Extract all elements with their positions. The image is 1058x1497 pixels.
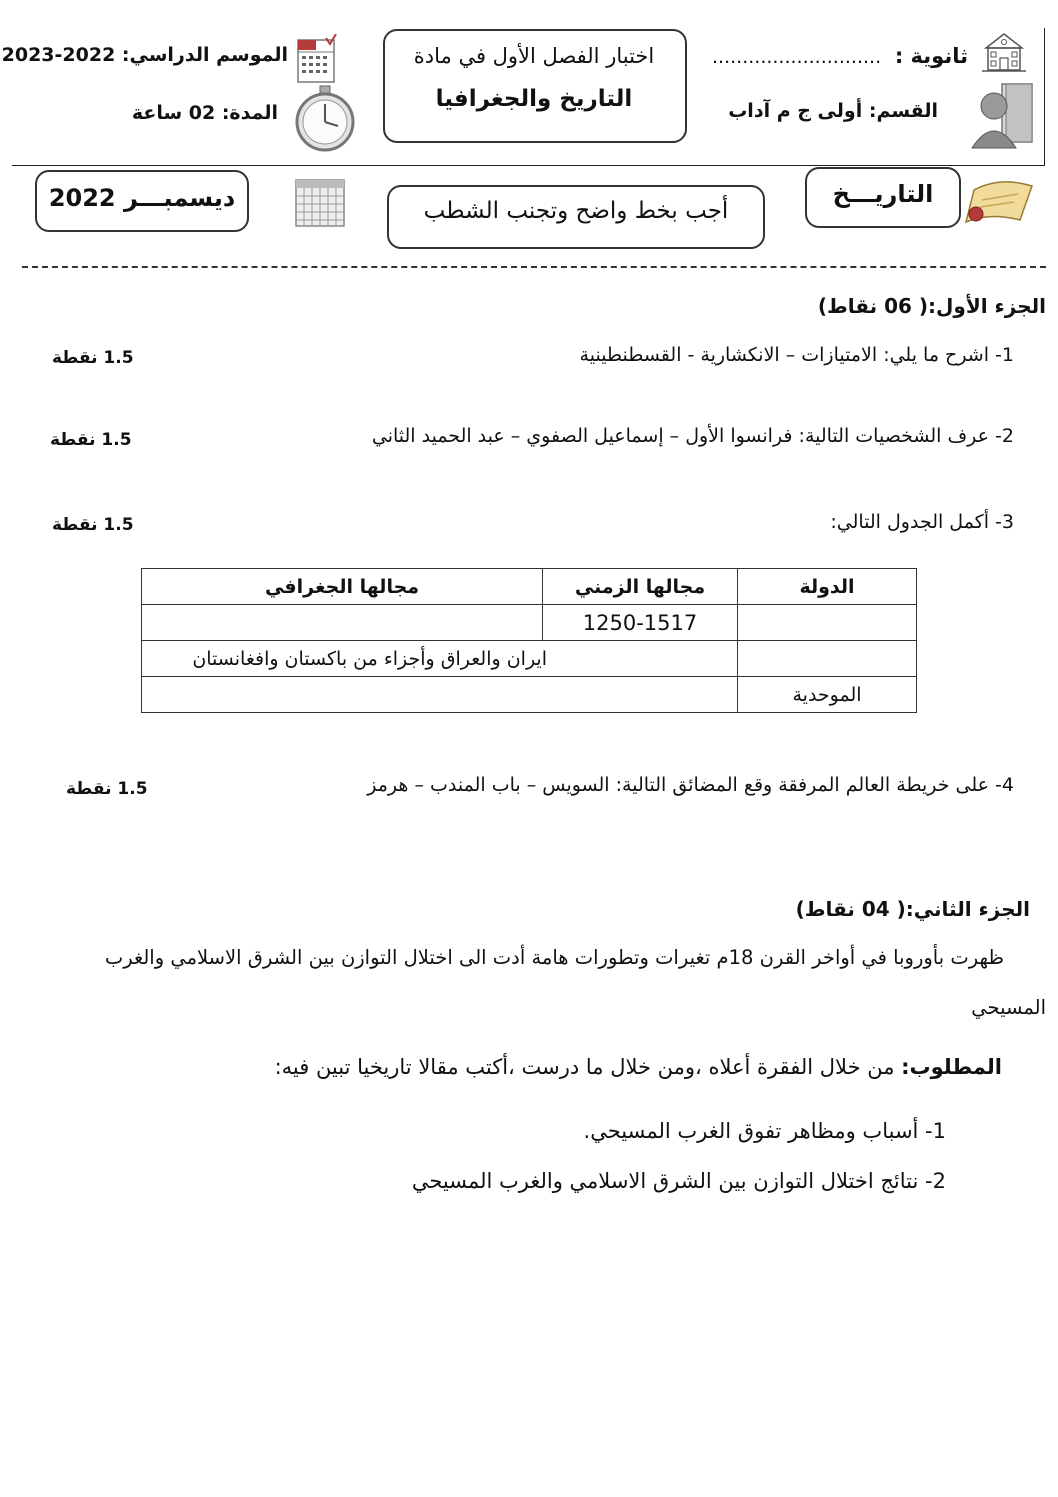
student-icon xyxy=(966,80,1046,152)
question-1-points: 1.5 نقطة xyxy=(52,348,134,368)
table-cell: 1250-1517 xyxy=(543,605,738,641)
table-header-cell: الدولة xyxy=(738,569,917,605)
table-cell xyxy=(142,677,738,713)
question-2: 2- عرف الشخصيات التالية: فرانسوا الأول – إسماعيل الصفوي – عبد الحميد الثاني xyxy=(371,425,1014,447)
states-table xyxy=(141,568,917,713)
part2-required xyxy=(275,1055,1002,1079)
question-3: 3- أكمل الجدول التالي: xyxy=(830,511,1014,533)
table-cell: الموحدية xyxy=(738,677,917,713)
question-1: 1- اشرح ما يلي: الامتيازات – الانكشارية - القسطنطينية xyxy=(579,344,1014,366)
scroll-icon xyxy=(960,170,1044,232)
instruction-label: أجب بخط واضح وتجنب الشطب xyxy=(423,198,729,224)
table-cell xyxy=(738,605,917,641)
school-icon xyxy=(980,30,1028,74)
stopwatch-icon xyxy=(290,84,360,154)
question-4: 4- على خريطة العالم المرفقة وقع المضائق التالية: السويس – باب المندب – هرمز xyxy=(367,774,1014,796)
subject-label: التاريـــخ xyxy=(832,180,934,208)
class-label: القسم: أولى ج م آداب xyxy=(728,100,938,122)
table-cell xyxy=(142,605,543,641)
table-header-cell: مجالها الجغرافي xyxy=(142,569,543,605)
table-cell xyxy=(738,641,917,677)
table-header-cell: مجالها الزمني xyxy=(543,569,738,605)
required-label: المطلوب: xyxy=(901,1055,1002,1079)
question-3-points: 1.5 نقطة xyxy=(52,515,134,535)
table-row xyxy=(142,677,917,713)
question-2-points: 1.5 نقطة xyxy=(50,430,132,450)
exam-title-line1: اختبار الفصل الأول في مادة xyxy=(413,44,655,68)
part2-paragraph-line1: ظهرت بأوروبا في أواخر القرن 18م تغيرات وتطورات هامة أدت الى اختلال التوازن بين الشرق الاسلامي والغرب xyxy=(104,946,1004,969)
essay-item-2: 2- نتائج اختلال التوازن بين الشرق الاسلامي والغرب المسيحي xyxy=(411,1169,946,1193)
table-cell: ايران والعراق وأجزاء من باكستان وافغانستان xyxy=(142,641,738,677)
school-label: ثانوية : xyxy=(894,44,968,68)
part2-title: الجزء الثاني:( 04 نقاط) xyxy=(795,897,1030,921)
part2-paragraph-line2: المسيحي xyxy=(971,996,1046,1019)
part1-title: الجزء الأول:( 06 نقاط) xyxy=(817,294,1046,318)
question-4-points: 1.5 نقطة xyxy=(66,779,148,799)
exam-title-line2: التاريخ والجغرافيا xyxy=(435,86,633,112)
date-label: ديسمبـــر 2022 xyxy=(48,184,236,212)
season-label: الموسم الدراسي: 2022-2023 xyxy=(1,44,288,66)
dashed-separator xyxy=(22,266,1046,268)
calendar-icon xyxy=(296,34,338,84)
calendar-grid-icon xyxy=(294,174,348,230)
school-dots: ............................ xyxy=(712,46,882,68)
duration-label: المدة: 02 ساعة xyxy=(131,102,278,124)
required-text: من خلال الفقرة أعلاه ،ومن خلال ما درست ،أكتب مقالا تاريخيا تبين فيه: xyxy=(274,1055,902,1079)
table-header-row xyxy=(142,569,917,605)
essay-item-1: 1- أسباب ومظاهر تفوق الغرب المسيحي. xyxy=(583,1119,946,1143)
table-row xyxy=(142,641,917,677)
table-row xyxy=(142,605,917,641)
